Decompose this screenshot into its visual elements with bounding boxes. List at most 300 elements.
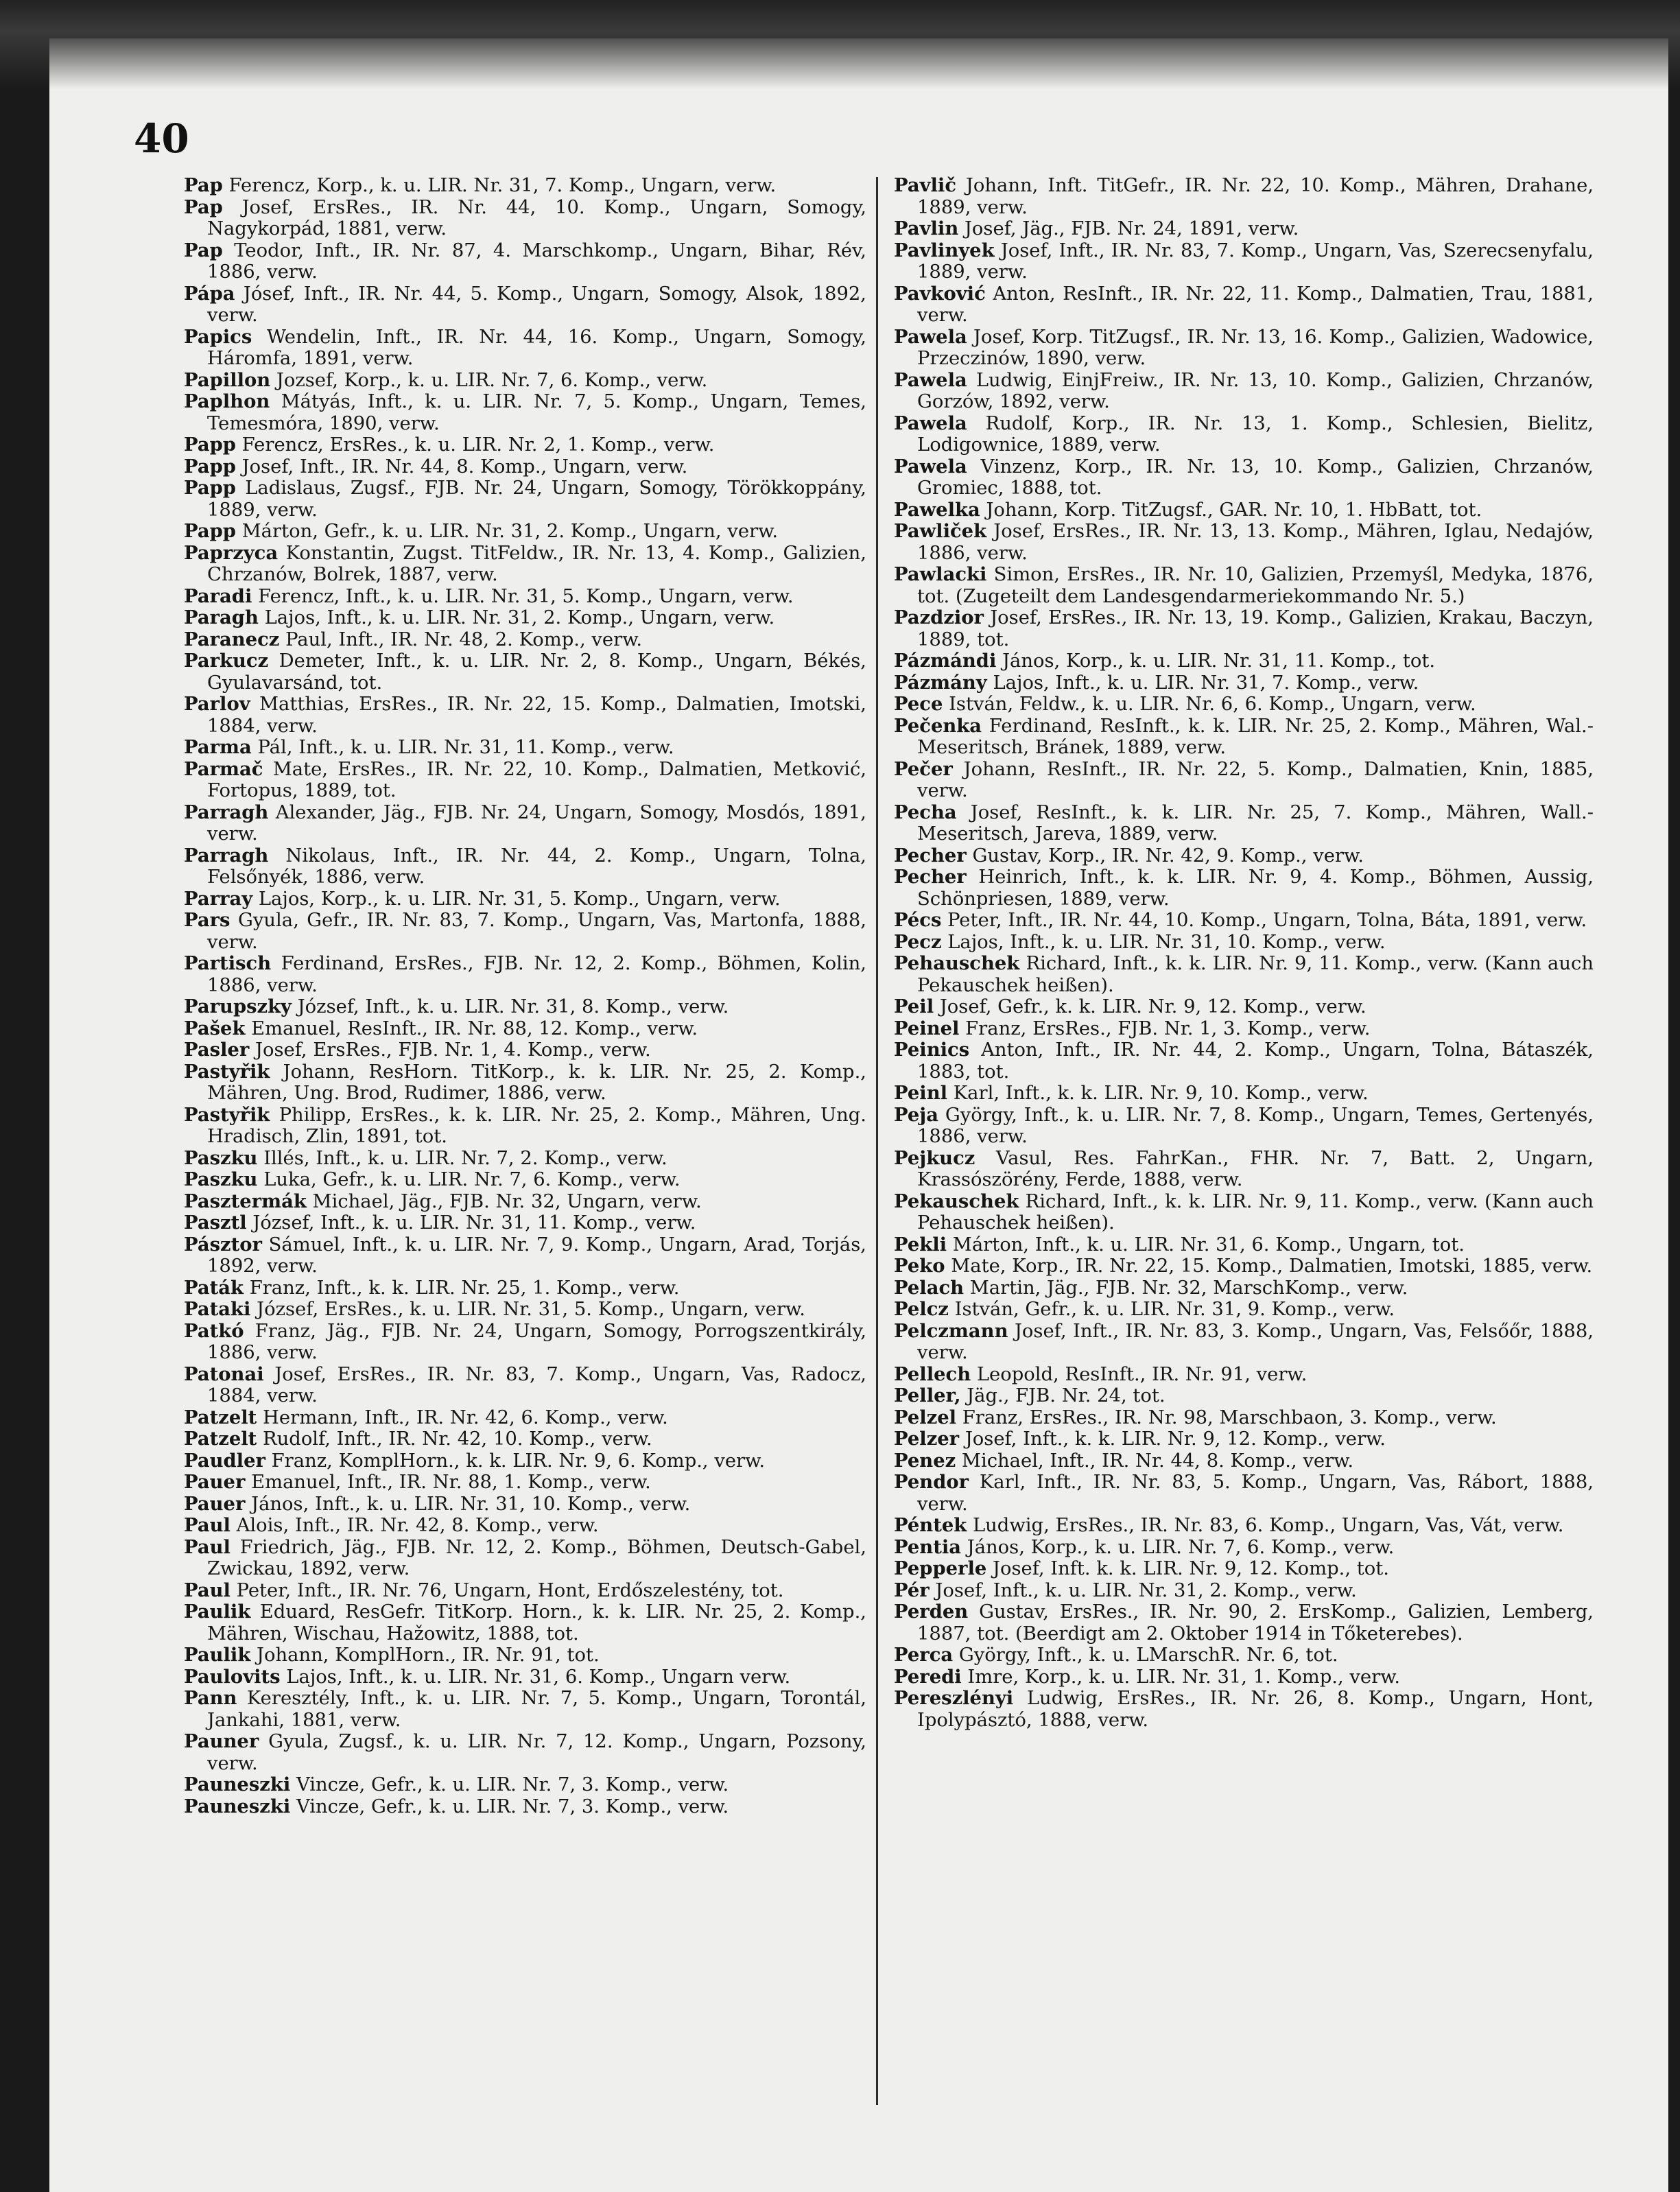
register-entry xyxy=(184,1494,866,1516)
entry-details: Josef, ErsRes., IR. Nr. 13, 19. Komp., Galizien, Krakau, Baczyn, 1889, tot. xyxy=(917,607,1594,650)
entry-details: Ludwig, EinjFreiw., IR. Nr. 13, 10. Komp., Galizien, Chrzanów, Gorzów, 1892, verw. xyxy=(917,369,1594,412)
register-entry xyxy=(894,564,1594,607)
register-entry xyxy=(894,1407,1594,1429)
entry-details: Matthias, ErsRes., IR. Nr. 22, 15. Komp., Dalmatien, Imotski, 1884, verw. xyxy=(207,694,866,737)
entry-surname: Paulovits xyxy=(184,1665,281,1688)
register-entry xyxy=(894,370,1594,413)
entry-details: Josef, Inft. k. k. LIR. Nr. 9, 12. Komp., tot. xyxy=(986,1558,1390,1579)
entry-surname: Paul xyxy=(184,1579,230,1601)
entry-details: Josef, Korp. TitZugsf., IR. Nr. 13, 16. Komp., Galizien, Wadowice, Przeczinów, 1890, verw. xyxy=(917,326,1594,369)
entry-details: Ferdinand, ErsRes., FJB. Nr. 12, 2. Komp., Böhmen, Kolin, 1886, verw. xyxy=(207,953,866,996)
entry-surname: Pecz xyxy=(894,930,942,953)
entry-surname: Pejkucz xyxy=(894,1146,975,1169)
entry-surname: Pavlinyek xyxy=(894,239,995,261)
entry-details: Jozsef, Korp., k. u. LIR. Nr. 7, 6. Komp., verw. xyxy=(270,369,708,391)
register-entry xyxy=(184,1169,866,1191)
entry-surname: Paragh xyxy=(184,606,259,628)
entry-surname: Paranecz xyxy=(184,628,280,650)
entry-details: Lajos, Inft., k. u. LIR. Nr. 31, 6. Komp., Ungarn verw. xyxy=(280,1666,791,1688)
entry-surname: Paudler xyxy=(184,1449,265,1472)
entry-details: Gustav, Korp., IR. Nr. 42, 9. Komp., verw. xyxy=(966,845,1364,867)
entry-details: Emanuel, ResInft., IR. Nr. 88, 12. Komp., verw. xyxy=(245,1017,698,1039)
register-entry xyxy=(894,1105,1594,1148)
entry-surname: Parlov xyxy=(184,693,250,715)
register-entry xyxy=(894,1515,1594,1537)
entry-details: Simon, ErsRes., IR. Nr. 10, Galizien, Przemyśl, Medyka, 1876, tot. (Zugeteilt dem Landesgendarmeriekommando Nr. 5.) xyxy=(917,564,1594,607)
entry-surname: Pauneszki xyxy=(184,1773,291,1795)
entry-details: Johann, KomplHorn., IR. Nr. 91, tot. xyxy=(250,1645,600,1666)
entry-surname: Pásztor xyxy=(184,1233,262,1256)
entry-surname: Patonai xyxy=(184,1363,264,1385)
entry-surname: Pawela xyxy=(894,455,967,478)
entry-details: Peter, Inft., IR. Nr. 44, 10. Komp., Ungarn, Tolna, Báta, 1891, verw. xyxy=(941,910,1587,931)
entry-surname: Pap xyxy=(184,175,223,196)
entry-surname: Paszku xyxy=(184,1168,258,1190)
entry-details: Pál, Inft., k. u. LIR. Nr. 31, 11. Komp., verw. xyxy=(251,737,674,758)
entry-details: Alexander, Jäg., FJB. Nr. 24, Ungarn, Somogy, Mosdós, 1891, verw. xyxy=(207,801,866,845)
entry-details: Martin, Jäg., FJB. Nr. 32, MarschKomp., verw. xyxy=(964,1277,1408,1299)
entry-details: János, Korp., k. u. LIR. Nr. 31, 11. Komp., tot. xyxy=(996,650,1436,672)
entry-surname: Pelzer xyxy=(894,1428,960,1450)
entry-surname: Pelczmann xyxy=(894,1319,1008,1342)
register-entry xyxy=(894,996,1594,1018)
register-entry xyxy=(184,759,866,802)
entry-surname: Pauer xyxy=(184,1471,246,1493)
right-column xyxy=(894,175,1594,2165)
entry-details: István, Feldw., k. u. LIR. Nr. 6, 6. Komp., Ungarn, verw. xyxy=(943,694,1476,715)
entry-surname: Pauner xyxy=(184,1730,259,1752)
entry-surname: Paul xyxy=(184,1514,230,1536)
entry-details: Vasul, Res. FahrKan., FHR. Nr. 7, Batt. 2, Ungarn, Krassószörény, Ferde, 1888, verw. xyxy=(917,1147,1594,1190)
entry-details: József, Inft., k. u. LIR. Nr. 31, 8. Komp., verw. xyxy=(291,996,729,1017)
entry-details: Vinzenz, Korp., IR. Nr. 13, 10. Komp., Galizien, Chrzanów, Gromiec, 1888, tot. xyxy=(917,456,1594,499)
entry-surname: Perden xyxy=(894,1601,969,1623)
register-entry xyxy=(894,716,1594,759)
entry-details: Karl, Inft., IR. Nr. 83, 5. Komp., Ungarn, Vas, Rábort, 1888, verw. xyxy=(917,1472,1594,1515)
entry-surname: Pelach xyxy=(894,1276,965,1299)
entry-details: Anton, Inft., IR. Nr. 44, 2. Komp., Ungarn, Tolna, Bátaszék, 1883, tot. xyxy=(917,1039,1594,1083)
column-divider xyxy=(876,177,878,2105)
entry-details: János, Korp., k. u. LIR. Nr. 7, 6. Komp., verw. xyxy=(961,1536,1395,1558)
register-entry xyxy=(894,1472,1594,1515)
entry-surname: Pasztl xyxy=(184,1212,247,1234)
entry-details: Ferdinand, ResInft., k. k. LIR. Nr. 25, 2. Komp., Mähren, Wal.-Meseritsch, Bránek, 1889, verw. xyxy=(917,715,1594,758)
entry-details: Philipp, ErsRes., k. k. LIR. Nr. 25, 2. Komp., Mähren, Ung. Hradisch, Zlin, 1891, tot. xyxy=(207,1104,866,1147)
entry-details: Anton, ResInft., IR. Nr. 22, 11. Komp., Dalmatien, Trau, 1881, verw. xyxy=(917,283,1594,326)
entry-surname: Pece xyxy=(894,693,943,715)
entry-surname: Peinel xyxy=(894,1017,960,1039)
entry-details: Márton, Gefr., k. u. LIR. Nr. 31, 2. Komp., Ungarn, verw. xyxy=(235,521,779,542)
entry-details: Konstantin, Zugst. TitFeldw., IR. Nr. 13, 4. Komp., Galizien, Chrzanów, Bolrek, 1887, verw. xyxy=(207,542,866,585)
register-entry xyxy=(894,1148,1594,1191)
entry-surname: Pawela xyxy=(894,368,967,391)
entry-details: Imre, Korp., k. u. LIR. Nr. 31, 1. Komp., verw. xyxy=(961,1666,1401,1688)
entry-surname: Pápa xyxy=(184,282,235,305)
entry-surname: Pap xyxy=(184,239,223,261)
entry-details: Josef, Inft., IR. Nr. 44, 8. Komp., Ungarn, verw. xyxy=(235,456,688,478)
entry-surname: Paulik xyxy=(184,1644,251,1666)
register-entry xyxy=(184,1061,866,1105)
entry-surname: Pazdzior xyxy=(894,606,984,628)
entry-surname: Paták xyxy=(184,1276,244,1299)
entry-details: Johann, ResInft., IR. Nr. 22, 5. Komp., Dalmatien, Knin, 1885, verw. xyxy=(917,758,1594,801)
entry-surname: Pecher xyxy=(894,844,967,867)
register-entry xyxy=(184,802,866,845)
entry-surname: Parray xyxy=(184,887,253,910)
register-entry xyxy=(894,932,1594,954)
register-entry xyxy=(894,672,1594,694)
register-entry xyxy=(894,1601,1594,1645)
page-number: 40 xyxy=(134,115,189,162)
register-entry xyxy=(184,283,866,327)
entry-surname: Paplhon xyxy=(184,390,270,412)
entry-details: Luka, Gefr., k. u. LIR. Nr. 7, 6. Komp., verw. xyxy=(257,1169,681,1190)
entry-surname: Parmač xyxy=(184,757,263,780)
entry-surname: Pastyřik xyxy=(184,1060,270,1083)
register-entry xyxy=(184,737,866,759)
entry-details: Franz, KomplHorn., k. k. LIR. Nr. 9, 6. Komp., verw. xyxy=(265,1450,766,1472)
register-entry xyxy=(184,650,866,694)
register-entry xyxy=(894,1450,1594,1472)
entry-details: Keresztély, Inft., k. u. LIR. Nr. 7, 5. Komp., Ungarn, Torontál, Jankahi, 1881, verw. xyxy=(207,1688,866,1731)
entry-surname: Pecha xyxy=(894,801,957,823)
entry-details: Franz, ErsRes., IR. Nr. 98, Marschbaon, 3. Komp., verw. xyxy=(956,1406,1497,1428)
register-entry xyxy=(184,888,866,910)
register-entry xyxy=(184,1234,866,1277)
entry-details: János, Inft., k. u. LIR. Nr. 31, 10. Komp., verw. xyxy=(245,1493,691,1515)
entry-surname: Pasler xyxy=(184,1039,250,1061)
entry-surname: Pauer xyxy=(184,1492,246,1515)
entry-details: Josef, ErsRes., IR. Nr. 13, 13. Komp., Mähren, Iglau, Nedajów, 1886, verw. xyxy=(917,521,1594,564)
entry-surname: Paszku xyxy=(184,1146,258,1169)
entry-details: Ludwig, ErsRes., IR. Nr. 83, 6. Komp., Ungarn, Vas, Vát, verw. xyxy=(967,1515,1564,1536)
entry-surname: Pér xyxy=(894,1579,930,1601)
entry-surname: Patzelt xyxy=(184,1406,257,1428)
entry-details: Wendelin, Inft., IR. Nr. 44, 16. Komp., Ungarn, Somogy, Háromfa, 1891, verw. xyxy=(207,326,866,369)
register-entry xyxy=(184,1731,866,1774)
entry-surname: Pastyřik xyxy=(184,1103,270,1126)
entry-details: Jäg., FJB. Nr. 24, tot. xyxy=(960,1385,1166,1406)
entry-details: Josef, ErsRes., IR. Nr. 83, 7. Komp., Ungarn, Vas, Radocz, 1884, verw. xyxy=(207,1363,866,1406)
entry-details: Johann, Korp. TitZugsf., GAR. Nr. 10, 1. HbBatt, tot. xyxy=(980,499,1482,521)
register-entry xyxy=(184,197,866,240)
entry-details: Josef, ErsRes., IR. Nr. 44, 10. Komp., Ungarn, Somogy, Nagykorpád, 1881, verw. xyxy=(207,196,866,239)
entry-surname: Péntek xyxy=(894,1514,967,1536)
entry-surname: Pelcz xyxy=(894,1298,949,1320)
entry-surname: Paul xyxy=(184,1535,230,1558)
register-entry xyxy=(894,1537,1594,1559)
register-entry xyxy=(184,586,866,608)
register-entry xyxy=(894,845,1594,867)
entry-details: Mate, Korp., IR. Nr. 22, 15. Komp., Dalmatien, Imotski, 1885, verw. xyxy=(945,1256,1593,1277)
entry-details: Rudolf, Inft., IR. Nr. 42, 10. Komp., verw. xyxy=(257,1428,652,1450)
register-entry xyxy=(894,1039,1594,1083)
register-entry xyxy=(894,1580,1594,1602)
register-entry xyxy=(184,1537,866,1580)
register-entry xyxy=(894,867,1594,910)
register-entry xyxy=(184,1148,866,1170)
entry-details: Franz, Jäg., FJB. Nr. 24, Ungarn, Somogy, Porrogszentkirály, 1886, verw. xyxy=(207,1320,866,1363)
register-entry xyxy=(184,1299,866,1321)
entry-details: Ladislaus, Zugsf., FJB. Nr. 24, Ungarn, Somogy, Törökkoppány, 1889, verw. xyxy=(207,478,866,521)
register-entry xyxy=(894,1018,1594,1040)
entry-details: Franz, Inft., k. k. LIR. Nr. 25, 1. Komp., verw. xyxy=(244,1277,680,1299)
register-entry xyxy=(184,391,866,434)
entry-surname: Pasztermák xyxy=(184,1190,307,1212)
entry-surname: Pawela xyxy=(894,325,967,348)
entry-surname: Papillon xyxy=(184,368,271,391)
entry-details: Michael, Jäg., FJB. Nr. 32, Ungarn, verw. xyxy=(306,1190,702,1212)
entry-surname: Papp xyxy=(184,477,236,499)
entry-details: Mate, ErsRes., IR. Nr. 22, 10. Komp., Dalmatien, Metković, Fortopus, 1889, tot. xyxy=(207,758,866,801)
register-entry xyxy=(184,607,866,629)
entry-surname: Pekauschek xyxy=(894,1190,1019,1212)
entry-details: Sámuel, Inft., k. u. LIR. Nr. 7, 9. Komp., Ungarn, Arad, Torjás, 1892, verw. xyxy=(207,1234,866,1277)
entry-details: József, ErsRes., k. u. LIR. Nr. 31, 5. Komp., Ungarn, verw. xyxy=(250,1299,805,1320)
entry-details: Eduard, ResGefr. TitKorp. Horn., k. k. LIR. Nr. 25, 2. Komp., Mähren, Wischau, Hažowitz, 1888, tot. xyxy=(207,1601,866,1645)
register-entry xyxy=(894,1688,1594,1731)
entry-details: Lajos, Inft., k. u. LIR. Nr. 31, 2. Komp., Ungarn, verw. xyxy=(258,607,775,628)
entry-details: Lajos, Korp., k. u. LIR. Nr. 31, 5. Komp., Ungarn, verw. xyxy=(252,888,781,910)
register-entry xyxy=(894,953,1594,996)
register-entry xyxy=(184,175,866,197)
register-entry xyxy=(184,629,866,651)
register-entry xyxy=(894,327,1594,370)
entry-surname: Pavković xyxy=(894,282,986,305)
register-entry xyxy=(184,543,866,586)
register-entry xyxy=(184,1364,866,1407)
entry-details: Josef, ErsRes., FJB. Nr. 1, 4. Komp., verw. xyxy=(249,1039,651,1061)
register-entry xyxy=(894,1256,1594,1277)
entry-surname: Paprzyca xyxy=(184,541,279,564)
register-entry xyxy=(184,521,866,543)
entry-details: Jósef, Inft., IR. Nr. 44, 5. Komp., Ungarn, Somogy, Alsok, 1892, verw. xyxy=(207,283,866,326)
entry-surname: Pavlin xyxy=(894,217,959,239)
entry-surname: Pašek xyxy=(184,1017,246,1039)
entry-surname: Papp xyxy=(184,520,236,542)
register-entry xyxy=(184,1580,866,1602)
register-entry xyxy=(184,1515,866,1537)
register-entry xyxy=(894,1385,1594,1407)
entry-surname: Pázmány xyxy=(894,671,987,694)
register-entry xyxy=(894,499,1594,521)
register-entry xyxy=(184,845,866,888)
register-entry xyxy=(184,370,866,392)
register-entry xyxy=(894,240,1594,283)
entry-details: Ferencz, ErsRes., k. u. LIR. Nr. 2, 1. Komp., verw. xyxy=(235,434,715,456)
register-entry xyxy=(184,1666,866,1688)
entry-details: Emanuel, Inft., IR. Nr. 88, 1. Komp., verw. xyxy=(245,1472,651,1493)
entry-surname: Paradi xyxy=(184,585,252,607)
entry-surname: Pawela xyxy=(894,412,967,434)
entry-surname: Pečer xyxy=(894,757,953,780)
entry-surname: Pécs xyxy=(894,909,942,931)
entry-details: Nikolaus, Inft., IR. Nr. 44, 2. Komp., Ungarn, Tolna, Felsőnyék, 1886, verw. xyxy=(207,845,866,888)
entry-details: Gyula, Zugsf., k. u. LIR. Nr. 7, 12. Komp., Ungarn, Pozsony, verw. xyxy=(207,1731,866,1774)
register-entry xyxy=(184,1472,866,1494)
entry-surname: Pawelka xyxy=(894,498,980,521)
register-entry xyxy=(184,1450,866,1472)
entry-surname: Pataki xyxy=(184,1298,251,1320)
register-entry xyxy=(894,1234,1594,1256)
register-entry xyxy=(894,1645,1594,1666)
entry-surname: Pars xyxy=(184,909,230,931)
entry-details: György, Inft., k. u. LIR. Nr. 7, 8. Komp., Ungarn, Temes, Gertenyés, 1886, verw. xyxy=(917,1104,1594,1147)
register-entry xyxy=(894,456,1594,499)
entry-surname: Papics xyxy=(184,325,252,348)
register-entry xyxy=(894,1277,1594,1299)
register-entry xyxy=(894,759,1594,802)
entry-surname: Pentia xyxy=(894,1535,962,1558)
register-entry xyxy=(184,1774,866,1796)
entry-surname: Pecher xyxy=(894,866,967,888)
register-entry xyxy=(894,1299,1594,1321)
entry-details: Johann, Inft. TitGefr., IR. Nr. 22, 10. Komp., Mähren, Drahane, 1889, verw. xyxy=(917,175,1594,218)
entry-details: Vincze, Gefr., k. u. LIR. Nr. 7, 3. Komp., verw. xyxy=(290,1774,729,1795)
entry-surname: Peinl xyxy=(894,1082,948,1104)
register-entry xyxy=(184,1601,866,1645)
register-entry xyxy=(184,1688,866,1731)
entry-details: Lajos, Inft., k. u. LIR. Nr. 31, 10. Komp., verw. xyxy=(941,931,1386,953)
entry-surname: Perca xyxy=(894,1644,954,1666)
entry-details: Karl, Inft., k. k. LIR. Nr. 9, 10. Komp., verw. xyxy=(947,1083,1369,1104)
entry-surname: Parma xyxy=(184,736,252,758)
register-entry xyxy=(894,1321,1594,1364)
entry-details: Josef, Jäg., FJB. Nr. 24, 1891, verw. xyxy=(958,218,1299,239)
register-entry xyxy=(894,175,1594,218)
entry-surname: Patzelt xyxy=(184,1428,257,1450)
entry-surname: Parupszky xyxy=(184,995,292,1017)
entry-surname: Pehauschek xyxy=(894,952,1020,974)
register-entry xyxy=(894,283,1594,327)
register-entry xyxy=(184,1039,866,1061)
entry-details: Josef, Inft., IR. Nr. 83, 7. Komp., Ungarn, Vas, Szerecsenyfalu, 1889, verw. xyxy=(917,239,1594,283)
entry-details: Peter, Inft., IR. Nr. 76, Ungarn, Hont, Erdőszelestény, tot. xyxy=(230,1579,784,1601)
entry-surname: Paulik xyxy=(184,1601,251,1623)
entry-details: Josef, Inft., k. u. LIR. Nr. 31, 2. Komp., verw. xyxy=(929,1579,1357,1601)
entry-details: Johann, ResHorn. TitKorp., k. k. LIR. Nr. 25, 2. Komp., Mähren, Ung. Brod, Rudimer, 1886, verw. xyxy=(207,1061,866,1104)
entry-surname: Pawliček xyxy=(894,520,987,542)
entry-details: Demeter, Inft., k. u. LIR. Nr. 2, 8. Komp., Ungarn, Békés, Gyulavarsánd, tot. xyxy=(207,650,866,694)
entry-details: Michael, Inft., IR. Nr. 44, 8. Komp., verw. xyxy=(956,1450,1354,1472)
entry-surname: Pap xyxy=(184,196,223,218)
entry-details: Ferencz, Korp., k. u. LIR. Nr. 31, 7. Komp., Ungarn, verw. xyxy=(222,175,777,196)
entry-surname: Pavlič xyxy=(894,175,957,196)
entry-details: István, Gefr., k. u. LIR. Nr. 31, 9. Komp., verw. xyxy=(948,1299,1395,1320)
entry-details: Márton, Inft., k. u. LIR. Nr. 31, 6. Komp., Ungarn, tot. xyxy=(947,1234,1465,1256)
register-entry xyxy=(894,650,1594,672)
entry-details: Josef, ResInft., k. k. LIR. Nr. 25, 7. Komp., Mähren, Wall.-Meseritsch, Jareva, 1889, verw. xyxy=(917,801,1594,845)
register-entry xyxy=(894,1191,1594,1234)
register-entry xyxy=(894,1364,1594,1386)
entry-surname: Peko xyxy=(894,1255,945,1277)
entry-details: Ferencz, Inft., k. u. LIR. Nr. 31, 5. Komp., Ungarn, verw. xyxy=(252,585,794,607)
register-entry xyxy=(184,1796,866,1818)
entry-details: Leopold, ResInft., IR. Nr. 91, verw. xyxy=(971,1363,1308,1385)
entry-surname: Pendor xyxy=(894,1471,969,1493)
register-entry xyxy=(894,218,1594,240)
register-entry xyxy=(894,1558,1594,1580)
register-entry xyxy=(894,607,1594,650)
entry-details: György, Inft., k. u. LMarschR. Nr. 6, tot. xyxy=(953,1645,1338,1666)
register-entry xyxy=(894,802,1594,845)
register-entry xyxy=(184,434,866,456)
register-entry xyxy=(184,327,866,370)
entry-surname: Parkucz xyxy=(184,650,269,672)
register-entry xyxy=(894,1428,1594,1450)
scan-shadow xyxy=(0,0,1680,89)
register-entry xyxy=(184,694,866,737)
register-entry xyxy=(184,1105,866,1148)
register-entry xyxy=(184,478,866,521)
entry-surname: Pereszlényi xyxy=(894,1687,1014,1709)
register-entry xyxy=(894,694,1594,716)
register-entry xyxy=(894,1666,1594,1688)
entry-details: Josef, Gefr., k. k. LIR. Nr. 9, 12. Komp., verw. xyxy=(934,996,1367,1017)
entry-details: Paul, Inft., IR. Nr. 48, 2. Komp., verw. xyxy=(279,628,643,650)
entry-surname: Patkó xyxy=(184,1319,244,1342)
entry-details: Josef, Inft., k. k. LIR. Nr. 9, 12. Komp., verw. xyxy=(959,1428,1386,1450)
entry-details: Josef, Inft., IR. Nr. 83, 3. Komp., Ungarn, Vas, Felsőőr, 1888, verw. xyxy=(917,1320,1594,1363)
entry-details: Lajos, Inft., k. u. LIR. Nr. 31, 7. Komp., verw. xyxy=(986,672,1419,694)
entry-details: Hermann, Inft., IR. Nr. 42, 6. Komp., verw. xyxy=(257,1406,668,1428)
register-entry xyxy=(184,456,866,478)
entry-details: Alois, Inft., IR. Nr. 42, 8. Komp., verw. xyxy=(230,1515,599,1536)
register-entry xyxy=(894,521,1594,564)
entry-surname: Peja xyxy=(894,1103,938,1126)
entry-details: Gustav, ErsRes., IR. Nr. 90, 2. ErsKomp., Galizien, Lemberg, 1887, tot. (Beerdigt am 2. Oktober 1914 in Tőketerebes). xyxy=(917,1601,1594,1645)
entry-surname: Pekli xyxy=(894,1233,947,1256)
register-entry xyxy=(894,1083,1594,1105)
entry-details: Richard, Inft., k. k. LIR. Nr. 9, 11. Komp., verw. (Kann auch Pekauschek heißen). xyxy=(917,953,1594,996)
entry-details: Mátyás, Inft., k. u. LIR. Nr. 7, 5. Komp., Ungarn, Temes, Temesmóra, 1890, verw. xyxy=(207,391,866,434)
register-entry xyxy=(184,1321,866,1364)
entry-surname: Peredi xyxy=(894,1665,962,1688)
entry-surname: Pellech xyxy=(894,1363,971,1385)
register-entry xyxy=(184,1277,866,1299)
entry-surname: Pečenka xyxy=(894,714,982,737)
entry-details: Richard, Inft., k. k. LIR. Nr. 9, 11. Komp., verw. (Kann auch Pehauschek heißen). xyxy=(917,1190,1594,1234)
entry-surname: Pauneszki xyxy=(184,1795,291,1817)
register-entry xyxy=(184,1428,866,1450)
register-entry xyxy=(184,1018,866,1040)
register-entry xyxy=(184,1212,866,1234)
entry-surname: Partisch xyxy=(184,952,272,974)
register-entry xyxy=(184,953,866,996)
register-entry xyxy=(894,910,1594,932)
entry-surname: Papp xyxy=(184,434,236,456)
register-entry xyxy=(894,413,1594,456)
register-entry xyxy=(184,1191,866,1213)
register-entry xyxy=(184,240,866,283)
entry-surname: Pepperle xyxy=(894,1557,987,1579)
entry-details: Friedrich, Jäg., FJB. Nr. 12, 2. Komp., Böhmen, Deutsch-Gabel, Zwickau, 1892, verw. xyxy=(207,1536,866,1579)
register-entry xyxy=(184,1645,866,1666)
entry-surname: Parragh xyxy=(184,801,269,823)
entry-details: Franz, ErsRes., FJB. Nr. 1, 3. Komp., verw. xyxy=(959,1017,1371,1039)
entry-surname: Pann xyxy=(184,1687,237,1709)
entry-details: József, Inft., k. u. LIR. Nr. 31, 11. Komp., verw. xyxy=(246,1212,696,1234)
register-entry xyxy=(184,1407,866,1429)
entry-details: Illés, Inft., k. u. LIR. Nr. 7, 2. Komp., verw. xyxy=(257,1147,667,1169)
left-column xyxy=(184,175,866,2165)
entry-surname: Penez xyxy=(894,1449,956,1472)
entry-surname: Pelzel xyxy=(894,1406,957,1428)
entry-surname: Parragh xyxy=(184,844,269,867)
entry-details: Heinrich, Inft., k. k. LIR. Nr. 9, 4. Komp., Böhmen, Aussig, Schönpriesen, 1889, verw. xyxy=(917,867,1594,910)
entry-details: Gyula, Gefr., IR. Nr. 83, 7. Komp., Ungarn, Vas, Martonfa, 1888, verw. xyxy=(207,910,866,953)
entry-details: Rudolf, Korp., IR. Nr. 13, 1. Komp., Schlesien, Bielitz, Lodigownice, 1889, verw. xyxy=(917,412,1594,456)
